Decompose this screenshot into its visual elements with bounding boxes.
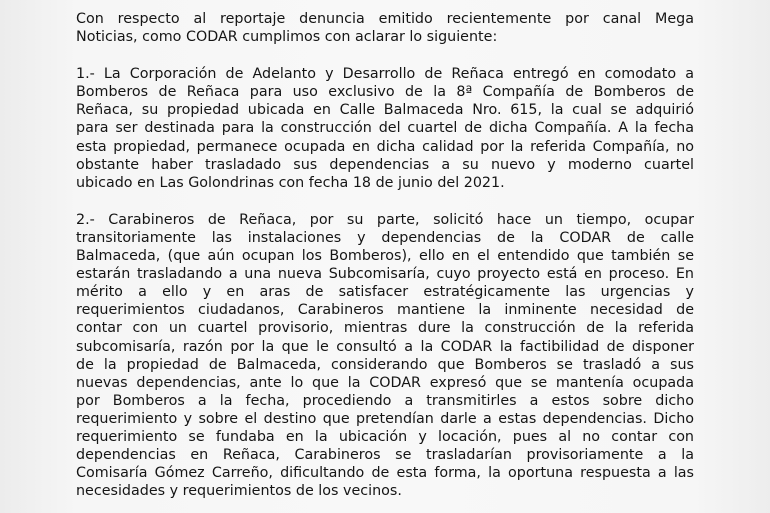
paragraph-line: esta propiedad, permanece ocupada en dicha calidad por la referida Compañía, no [76,138,694,155]
document-body [76,10,694,500]
paragraph-line: Balmaceda, (que aún ocupan los Bomberos), ello en el entendido que también se [76,248,694,265]
paragraph-line: 2.- Carabineros de Reñaca, por su parte, solicitó hace un tiempo, ocupar [76,211,694,228]
paragraph-line: Comisaría Gómez Carreño, dificultando de esta forma, la oportuna respuesta a las [76,465,694,482]
paragraph-spacer [76,46,694,65]
paragraph-line: Con respecto al reportaje denuncia emitido recientemente por canal Mega [76,11,694,27]
paragraph-line: dependencias en Reñaca, Carabineros se trasladarían provisoriamente a la [76,447,694,464]
paragraph-line: Noticias, como CODAR cumplimos con aclarar lo siguiente: [76,29,498,46]
paragraph-2 [76,65,694,192]
paragraph-line: requerimiento y sobre el destino que pretendían darle a estas dependencias. Dicho [76,410,694,427]
paragraph-line: obstante haber trasladado sus dependencias a su nuevo y moderno cuartel [76,156,694,173]
paragraph-line: nuevas dependencias, ante lo que la CODAR expresó que se mantenía ocupada [76,374,694,391]
paragraph-line: por Bomberos a la fecha, procediendo a transmitirles a estos sobre dicho [76,392,694,409]
paragraph-line: necesidades y requerimientos de los vecinos. [76,483,402,500]
paragraph-line: ubicado en Las Golondrinas con fecha 18 de junio del 2021. [76,174,505,191]
paragraph-spacer [76,192,694,211]
paragraph-line: Reñaca, su propiedad ubicada en Calle Balmaceda Nro. 615, la cual se adquirió [76,102,694,119]
paragraph-line: requerimiento se fundaba en la ubicación y locación, pues al no contar con [76,428,694,445]
paragraph-line: Bomberos de Reñaca para uso exclusivo de la 8ª Compañía de Bomberos de [76,84,694,101]
paragraph-line: de la propiedad de Balmaceda, considerando que Bomberos se trasladó a sus [76,356,694,373]
paragraph-line: para ser destinada para la construcción del cuartel de dicha Compañía. A la fecha [76,120,694,137]
paragraph-line: subcomisaría, razón por la que le consultó a la CODAR la factibilidad de disponer [76,338,694,355]
paragraph-line: 1.- La Corporación de Adelanto y Desarrollo de Reñaca entregó en comodato a [76,66,694,83]
paragraph-3 [76,211,694,501]
paragraph-line: requerimientos ciudadanos, Carabineros mantiene la inminente necesidad de [76,302,694,319]
paragraph-line: transitoriamente las instalaciones y dependencias de la CODAR de calle [76,229,694,246]
paragraph-1 [76,10,694,46]
paragraph-line: mérito a ello y en aras de satisfacer estratégicamente las urgencias y [76,284,694,301]
paragraph-line: estarán trasladando a una nueva Subcomisaría, cuyo proyecto está en proceso. En [76,266,694,283]
paragraph-line: contar con un cuartel provisorio, mientras dure la construcción de la referida [76,320,694,337]
